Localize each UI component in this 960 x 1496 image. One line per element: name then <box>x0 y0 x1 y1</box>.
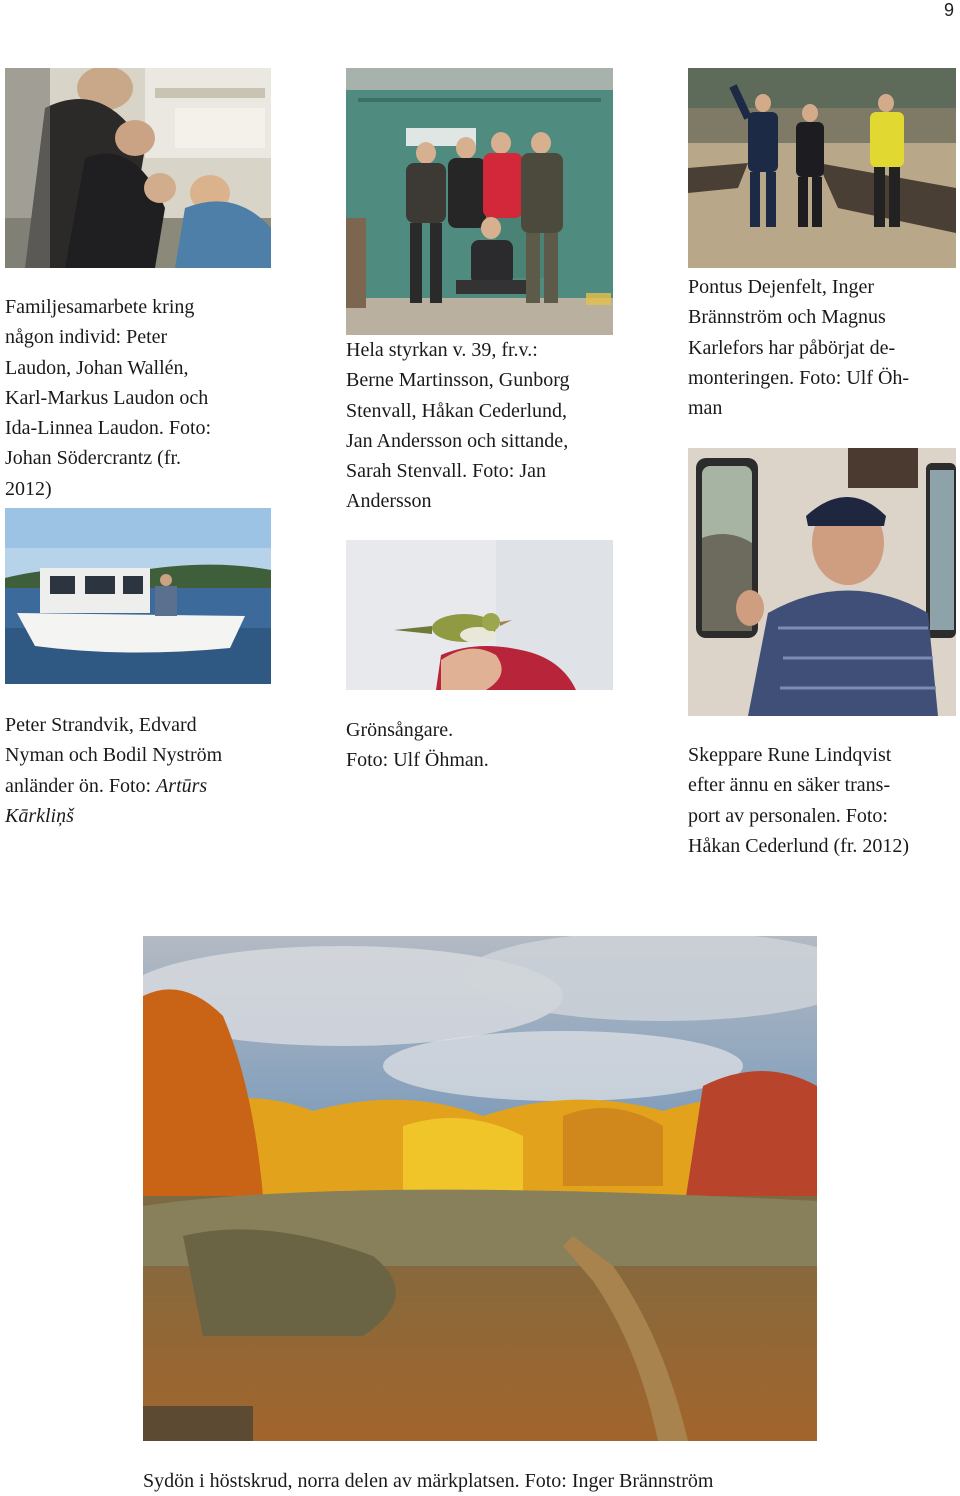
warbler-caption: Grönsångare. Foto: Ulf Öhman. <box>346 719 489 772</box>
skipper-caption: Skeppare Rune Lindqvist efter ännu en säker trans- port av personalen. Foto: Håkan Cederlund (fr. 2012) <box>688 744 910 857</box>
team-photo <box>346 68 613 335</box>
boat-caption: Peter Strandvik, Edvard Nyman och Bodil Nyström anländer ön. Foto: Artūrs Kārkliņš <box>5 714 223 827</box>
dismantling-photo <box>688 68 956 268</box>
family-photo <box>5 68 271 268</box>
landscape-photo <box>143 936 817 1441</box>
page-number: 9 <box>943 0 954 20</box>
team-caption: Hela styrkan v. 39, fr.v.: Berne Martinsson, Gunborg Stenvall, Håkan Cederlund, Jan Andersson och sittande, Sarah Stenvall. Foto: Jan Andersson <box>346 339 570 513</box>
skipper-photo <box>688 448 956 716</box>
boat-photo <box>5 508 271 684</box>
family-caption: Familjesamarbete kring någon individ: Peter Laudon, Johan Wallén, Karl-Markus Laudon och Ida-Linnea Laudon. Foto: Johan Södercrantz (fr. 2012) <box>5 296 212 500</box>
autumn-caption: Sydön i höstskrud, norra delen av märkplatsen. Foto: Inger Brännström <box>143 1470 714 1492</box>
dismantling-caption: Pontus Dejenfelt, Inger Brännström och Magnus Karlefors har påbörjat de- monteringen. Foto: Ulf Öh- man <box>688 276 910 420</box>
bird-photo <box>346 540 613 690</box>
